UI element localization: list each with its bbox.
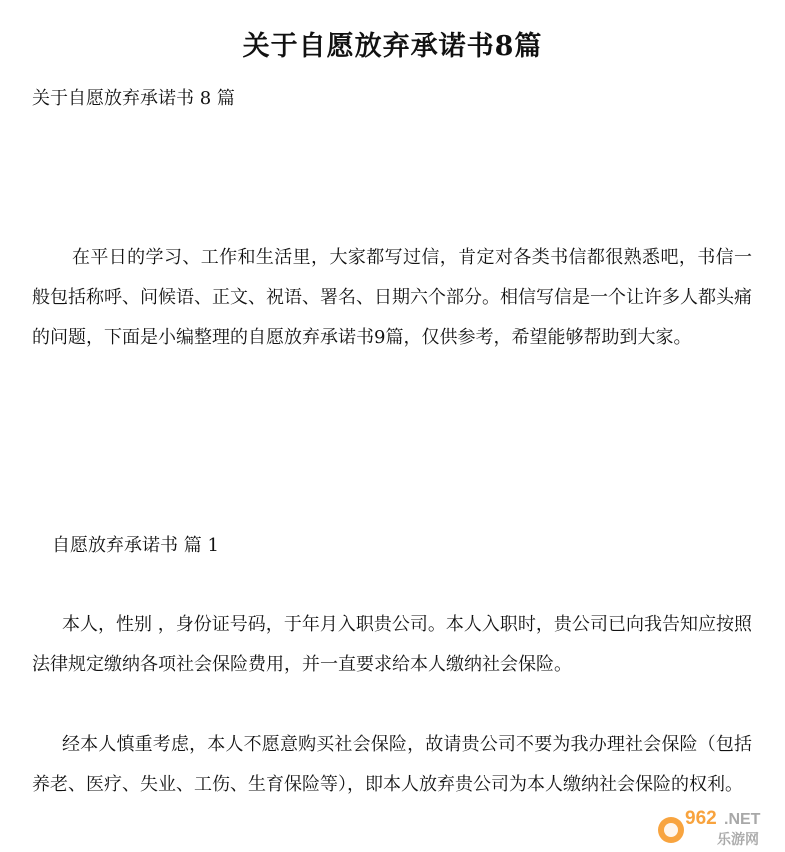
document-subtitle: 关于自愿放弃承诺书 8 篇 — [32, 88, 235, 109]
intro-paragraph: 在平日的学习、工作和生活里，大家都写过信，肯定对各类书信都很熟悉吧，书信一般包括称呼、问候语、正文、祝语、署名、日期六个部分。相信写信是一个让许多人都头痛的问题，下面是小编整理的自愿放弃承诺书9篇，仅供参考，希望能够帮助到大家。 — [32, 247, 752, 348]
body-paragraph-1: 本人，性别 ，身份证号码，于年月入职贵公司。本人入职时，贵公司已向我告知应按照法律规定缴纳各项社会保险费用，并一直要求给本人缴纳社会保险。 — [32, 614, 752, 675]
svg-text:乐游网: 乐游网 — [717, 832, 759, 848]
document-title: 关于自愿放弃承诺书8篇 — [242, 31, 543, 62]
svg-text:.NET: .NET — [724, 811, 761, 828]
body-paragraph-2: 经本人慎重考虑，本人不愿意购买社会保险，故请贵公司不要为我办理社会保险（包括养老、医疗、失业、工伤、生育保险等），即本人放弃贵公司为本人缴纳社会保险的权利。 — [32, 734, 752, 795]
watermark-logo-icon — [655, 804, 779, 848]
section-heading: 自愿放弃承诺书 篇 1 — [52, 535, 219, 556]
svg-text:962: 962 — [685, 808, 717, 829]
